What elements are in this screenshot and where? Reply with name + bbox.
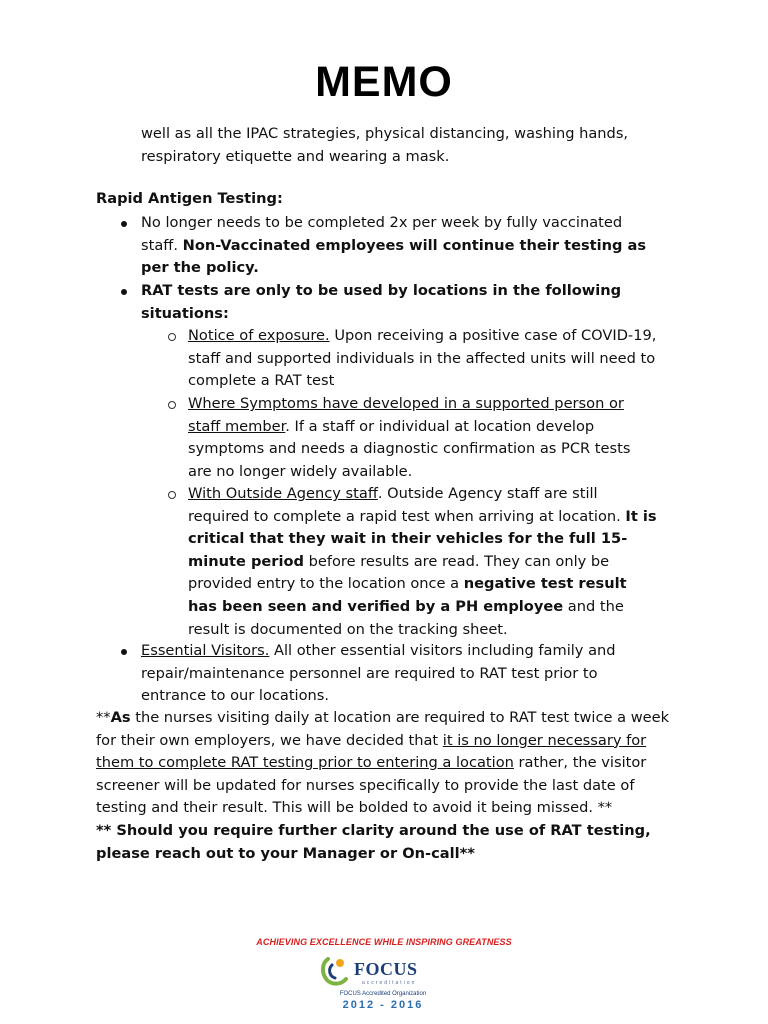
sub-bullet-outside-agency <box>188 483 658 641</box>
sub-bullet-bold-text: negative test result has been seen and verified by a PH employee <box>188 575 627 615</box>
sub-bullet-text: before results are read. They can only be provided entry to the location once a <box>188 552 610 593</box>
closing-text: rather, the visitor screener will be updated for nurses specifically to provide the last date of testing and their result. This will be bolded to avoid it being missed. ** <box>96 754 647 817</box>
focus-logo <box>318 953 448 1017</box>
logo-name: FOCUS <box>354 959 418 979</box>
intro-paragraph: well as all the IPAC strategies, physical distancing, washing hands, respiratory etiquette and wearing a mask. <box>141 125 629 165</box>
logo-org-label: FOCUS Accredited Organization <box>339 991 427 997</box>
sub-bullet-underlined: With Outside Agency staff <box>188 485 378 502</box>
closing-prefix: ** <box>96 709 111 726</box>
closing-bold-as: As <box>110 709 131 726</box>
bullet-underlined: Essential Visitors. <box>141 642 270 659</box>
closing-paragraph <box>96 707 676 865</box>
sub-bullet-bold-text: It is critical that they wait in their vehicles for the full 15-minute period <box>188 507 657 570</box>
logo-subtitle: accreditation <box>362 980 417 986</box>
sub-bullet-symptoms <box>188 393 658 483</box>
section-heading: Rapid Antigen Testing: <box>96 190 283 207</box>
sub-bullet-underlined: Where Symptoms have developed in a supported person or staff member <box>188 395 624 435</box>
sub-bullet-underlined: Notice of exposure. <box>188 327 330 344</box>
closing-final-note: ** Should you require further clarity around the use of RAT testing, please reach out to your Manager or On-call** <box>96 821 651 862</box>
closing-underlined: it is no longer necessary for them to complete RAT testing prior to entering a location <box>96 731 647 772</box>
sub-bullet-text: . If a staff or individual at location develop symptoms and needs a diagnostic confirmation as PCR tests are no longer widely available. <box>188 417 631 480</box>
sub-bullet-text: Upon receiving a positive case of COVID-19, staff and supported individuals in the affected units will need to complete a RAT test <box>188 327 657 390</box>
focus-swirl-icon <box>318 953 354 989</box>
bullet-text: No longer needs to be completed 2x per week by fully vaccinated staff. <box>141 214 623 254</box>
bullet-bold-text: Non-Vaccinated employees will continue their testing as per the policy. <box>141 236 647 277</box>
bullet-text: All other essential visitors including family and repair/maintenance personnel are required to RAT test prior to entrance to our locations. <box>141 642 616 705</box>
memo-title: MEMO <box>315 58 453 106</box>
bullet-vaccination <box>141 212 661 280</box>
logo-years: 2012 - 2016 <box>342 999 424 1011</box>
closing-text: the nurses visiting daily at location are required to RAT test twice a week for their own employers, we have decided that <box>96 709 670 749</box>
bullet-rat-situations <box>141 280 661 325</box>
footer-tagline: ACHIEVING EXCELLENCE WHILE INSPIRING GREATNESS <box>256 937 512 947</box>
bullet-bold-text: RAT tests are only to be used by locations in the following situations: <box>141 282 622 322</box>
sub-bullet-text: and the result is documented on the tracking sheet. <box>188 597 624 638</box>
sub-bullet-text: . Outside Agency staff are still required to complete a rapid test when arriving at location. <box>188 485 621 525</box>
bullet-essential-visitors <box>141 640 661 708</box>
sub-bullet-exposure <box>188 325 658 393</box>
